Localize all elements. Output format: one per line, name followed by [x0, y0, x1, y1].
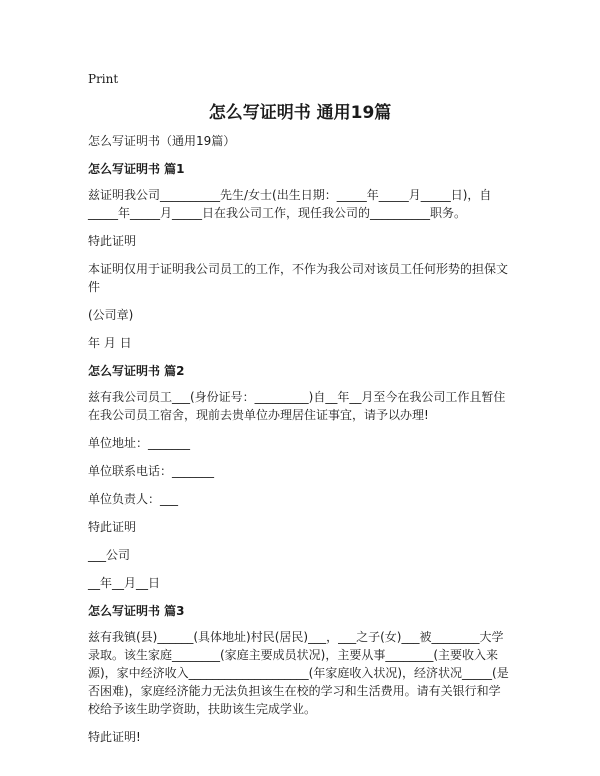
- paragraph: 兹证明我公司__________先生/女士(出生日期：_____年_____月_____日)，自_____年_____月_____日在我公司工作，现任我公司的__________职务。: [88, 188, 492, 220]
- paragraph: 年 月 日: [88, 336, 132, 350]
- paragraph: 兹有我镇(县)______(具体地址)村民(居民)___，___之子(女)___被________大学录取。该生家庭________(家庭主要成员状况)，主要从事________(主要收入来源)，家中经济收入____________________(年家庭收入状况)，经济状况_____(是否困难)，家庭经济能力无法负担该生在校的学习和生活费用。请有关银行和学校给予该生助学资助，扶助该生完成学业。: [88, 630, 509, 716]
- paragraph: __年__月__日: [88, 576, 161, 590]
- section-heading: 怎么写证明书 篇3: [88, 604, 185, 618]
- section-3: [88, 602, 512, 746]
- section-1: [88, 160, 512, 352]
- paragraph: 特此证明: [88, 234, 137, 248]
- paragraph: 特此证明: [88, 520, 137, 534]
- paragraph: (公司章): [88, 308, 134, 322]
- paragraph: 兹有我公司员工___(身份证号：_________)自__年__月至今在我公司工作且暂住在我公司员工宿舍，现前去贵单位办理居住证事宜，请予以办理!: [88, 390, 506, 422]
- paragraph: 单位负责人：___: [88, 492, 179, 506]
- section-heading: 怎么写证明书 篇1: [88, 162, 185, 176]
- document-subtitle: 怎么写证明书（通用19篇）: [88, 134, 236, 148]
- section-2: [88, 362, 512, 592]
- paragraph: ___公司: [88, 548, 131, 562]
- paragraph: 本证明仅用于证明我公司员工的工作，不作为我公司对该员工任何形势的担保文件: [88, 262, 509, 294]
- paragraph: 特此证明!: [88, 730, 141, 744]
- paragraph: 单位地址：_______: [88, 436, 191, 450]
- print-label[interactable]: Print: [88, 72, 119, 86]
- section-heading: 怎么写证明书 篇2: [88, 364, 185, 378]
- paragraph: 单位联系电话：_______: [88, 464, 215, 478]
- document-title: 怎么写证明书 通用19篇: [208, 103, 392, 123]
